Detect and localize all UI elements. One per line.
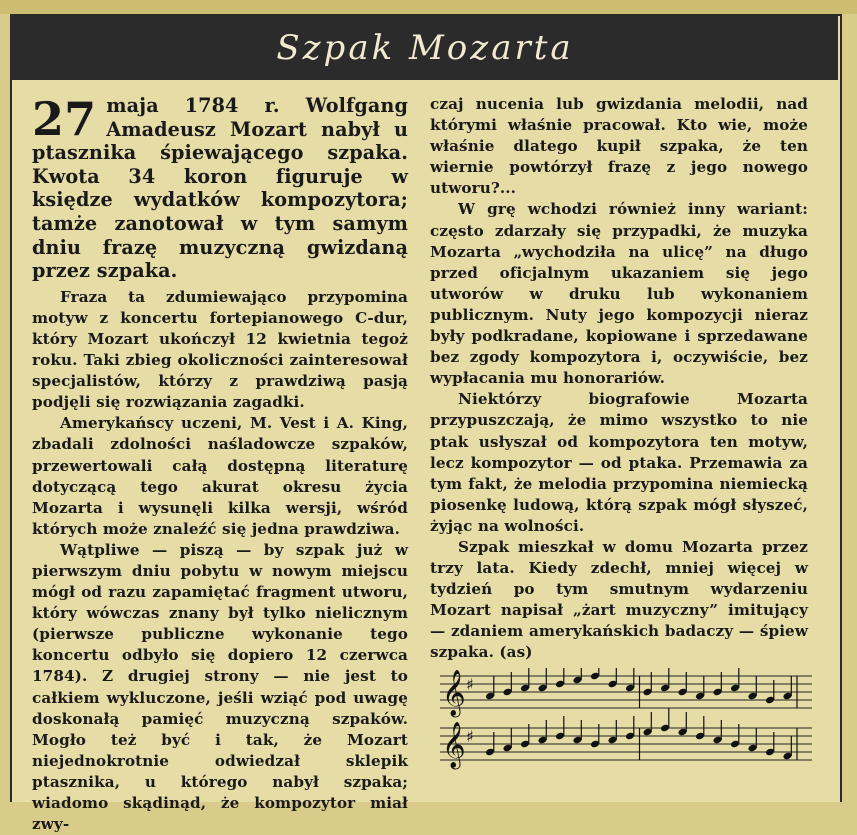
right-column: [430, 94, 808, 664]
paragraph: Niektórzy biografowie Mozarta przypuszczają, że mimo wszystko to nie ptak usłyszał od kompozytora ten motyw, lecz kompozytor — od ptaka. Przemawia za tym fakt, że melodia przypomina niemiecką piosenkę ludową, którą szpak mógł słyszeć, żyjąc na wolności.: [430, 390, 808, 535]
top-strip: [0, 0, 857, 14]
title-bar: [12, 16, 838, 80]
sharp-icon: ♯: [466, 675, 474, 694]
paragraph: Wątpliwe — piszą — by szpak już w pierwszym dniu pobytu w nowym miejscu mógł od razu zapamiętać fragment utworu, który wówczas znany był tylko nielicznym (pierwsze publiczne wykonanie tego koncertu odbyło się dopiero 12 czerwca 1784). Z drugiej strony — nie jest to całkiem wykluczone, jeśli wziąć pod uwagę doskonałą pamięć muzyczną szpaków. Mogło też być i tak, że Mozart niejednokrotnie odwiedzał sklepik ptasznika, u którego nabył szpaka; wiadomo skądinąd, że kompozytor miał zwy-: [32, 540, 408, 834]
paragraph: Amerykańscy uczeni, M. Vest i A. King, zbadali zdolności naśladowcze szpaków, przewertowali całą dostępną literaturę dotyczącą tego akurat okresu życia Mozarta i wysunęli kilka wersji, wśród których może znaleźć się jedna prawdziwa.: [32, 414, 408, 538]
dropcap: 27: [32, 92, 97, 146]
left-column: [32, 94, 408, 835]
paragraph: W grę wchodzi również inny wariant: często zdarzały się przypadki, że muzyka Mozarta „wychodziła na ulicę” na długo przed oficjalnym ukazaniem się jego utworów w druku lub wykonaniem publicznym. Nuty jego kompozycji nieraz były podkradane, kopiowane i sprzedawane bez zgody kompozytora i, oczywiście, bez wypłacania mu honorariów.: [430, 200, 808, 388]
sharp-icon: ♯: [466, 727, 474, 746]
article-title: Szpak Mozarta: [276, 28, 574, 68]
lead-text: maja 1784 r. Wolfgang Amadeusz Mozart nabył u ptasznika śpiewającego szpaka. Kwota 34 koron figuruje w księdze wydatków kompozytora; tamże zanotował w tym samym dniu frazę muzyczną gwizdaną przez szpaka.: [32, 94, 408, 283]
treble-clef-icon: 𝄞: [442, 722, 466, 768]
lead-paragraph: [32, 94, 408, 283]
music-score-icon: [440, 668, 812, 792]
treble-clef-icon: 𝄞: [442, 670, 466, 716]
paragraph: Szpak mieszkał w domu Mozarta przez trzy lata. Kiedy zdechł, mniej więcej w tydzień po tym smutnym wydarzeniu Mozart napisał „żart muzyczny” imitujący — zdaniem amerykańskich badaczy — śpiew szpaka. (as): [430, 537, 808, 662]
paragraph: Fraza ta zdumiewająco przypomina motyw z koncertu fortepianowego C-dur, który Mozart ukończył 12 kwietnia tegoż roku. Taki zbieg okoliczności zainteresował specjalistów, którzy z prawdziwą pasją podjęli się rozwiązania zagadki.: [32, 287, 408, 412]
paragraph-continuation: czaj nucenia lub gwizdania melodii, nad którymi właśnie pracował. Kto wie, może właśnie dlatego kupił szpaka, że ten wiernie powtórzył frazę z jego nowego utworu?...: [430, 95, 808, 198]
